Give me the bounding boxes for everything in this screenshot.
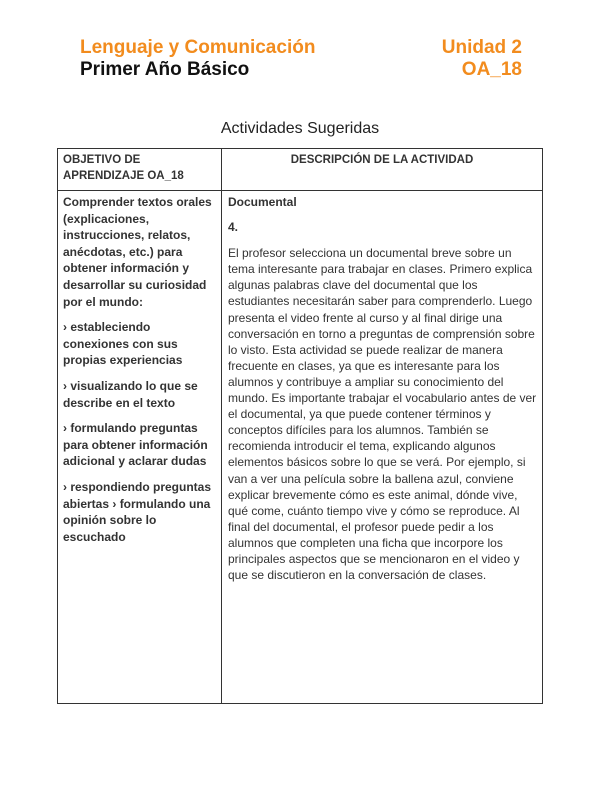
activity-description: El profesor selecciona un documental breve sobre un tema interesante para trabajar en clases. Primero explica algunas palabras clave del documental que los estudiantes necesitarán saber para comprenderlo. Luego presenta el video frente al curso y al final dirige una conversación en torno a preguntas de comprensión sobre lo visto. Esta actividad se puede realizar de manera frecuente en clases, ya que es interesante para los alumnos y contribuye a ampliar su conocimiento del mundo. Es importante trabajar el vocabulario antes de ver el documental, ya que puede contener términos y conceptos difíciles para los alumnos. También se recomienda introducir el tema, explicando algunos elementos básicos sobre lo que se verá. Por ejemplo, si van a ver una película sobre la ballena azul, conviene explicar brevemente cómo es este animal, dónde vive, qué come, cuánto tiempo vive y cómo se reproduce. Al final del documental, el profesor puede pedir a los alumnos que completen una ficha que incorpore los principales aspectos que se mencionaron en el video y que se discutieron en la conversación de clases.: [228, 246, 537, 583]
header-right: [442, 37, 522, 81]
oa-code-label: OA_18: [461, 59, 522, 80]
objective-item: › respondiendo preguntas abiertas › formulando una opinión sobre lo escuchado: [63, 479, 212, 544]
description-column-header: DESCRIPCIÓN DE LA ACTIVIDAD: [290, 154, 474, 166]
grade-title: Primer Año Básico: [80, 59, 250, 80]
objective-item: › estableciendo conexiones con sus propias experiencias: [63, 320, 183, 368]
objective-cell: [63, 194, 217, 554]
header-left: [80, 37, 315, 81]
objective-main-text: Comprender textos orales (explicaciones, instrucciones, relatos, anécdotas, etc.) para obtener información y desarrollar su curiosidad por el mundo:: [63, 195, 212, 309]
objective-item: › visualizando lo que se describe en el texto: [63, 378, 198, 410]
unit-label: Unidad 2: [441, 37, 522, 58]
activity-name: Documental: [228, 195, 297, 209]
column-divider: [221, 149, 222, 703]
activity-number: 4.: [228, 220, 239, 235]
description-cell: [228, 194, 540, 583]
header-row-divider: [58, 190, 542, 191]
section-title: Actividades Sugeridas: [220, 120, 380, 137]
objective-column-header: OBJETIVO DE APRENDIZAJE OA_18: [63, 154, 184, 182]
activities-table: [57, 148, 543, 704]
objective-item: › formulando preguntas para obtener información adicional y aclarar dudas: [63, 421, 208, 469]
subject-title: Lenguaje y Comunicación: [80, 37, 316, 58]
